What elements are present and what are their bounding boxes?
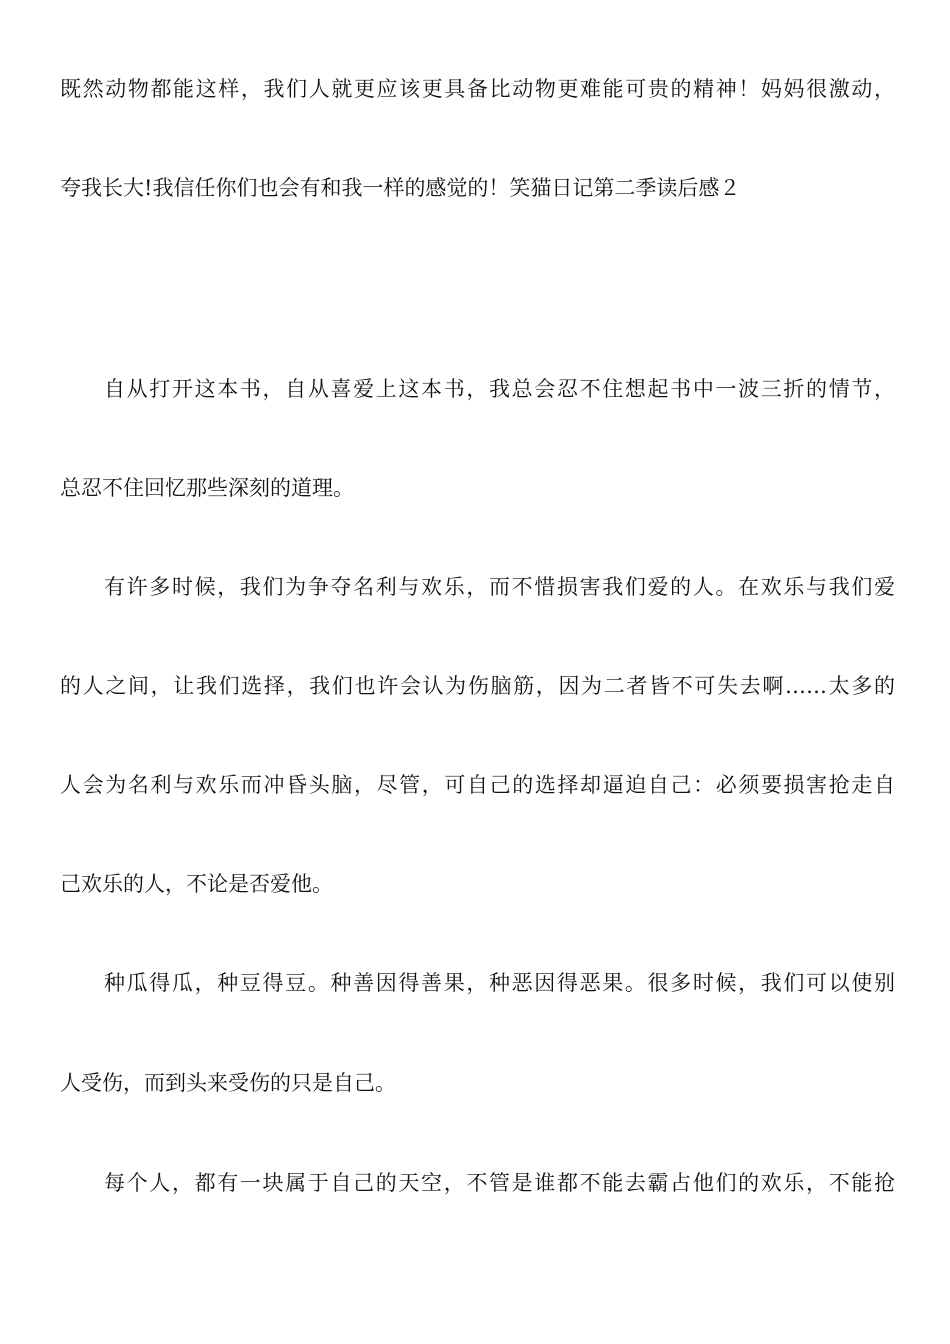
text-line: 总忍不住回忆那些深刻的道理。 xyxy=(60,476,354,500)
text-line: 人会为名利与欢乐而冲昏头脑，尽管，可自己的选择却逼迫自己：必须要损害抢走自 xyxy=(60,773,895,797)
paragraph-start-line: 自从打开这本书，自从喜爱上这本书，我总会忍不住想起书中一波三折的情节， xyxy=(104,377,895,401)
text-line: 夸我长大!我信任你们也会有和我一样的感觉的！笑猫日记第二季读后感２ xyxy=(60,176,741,200)
text-line: 人受伤，而到头来受伤的只是自己。 xyxy=(60,1071,396,1095)
paragraph-start-line: 每个人，都有一块属于自己的天空，不管是谁都不能去霸占他们的欢乐，不能抢 xyxy=(104,1171,895,1195)
text-line: 既然动物都能这样，我们人就更应该更具备比动物更难能可贵的精神！妈妈很激动， xyxy=(60,77,895,101)
text-line: 己欢乐的人，不论是否爱他。 xyxy=(60,872,333,896)
text-line: 的人之间，让我们选择，我们也许会认为伤脑筋，因为二者皆不可失去啊……太多的 xyxy=(60,674,895,698)
paragraph-start-line: 种瓜得瓜，种豆得豆。种善因得善果，种恶因得恶果。很多时候，我们可以使别 xyxy=(104,971,895,995)
paragraph-start-line: 有许多时候，我们为争夺名利与欢乐，而不惜损害我们爱的人。在欢乐与我们爱 xyxy=(104,575,895,599)
